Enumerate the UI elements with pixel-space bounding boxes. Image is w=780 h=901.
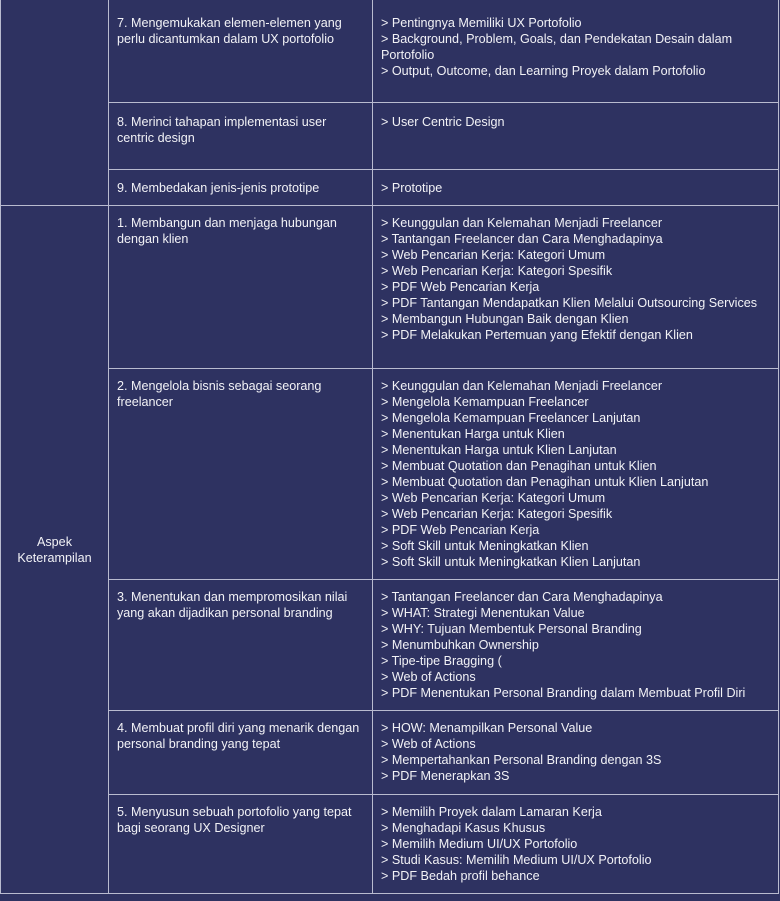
topics-cell <box>373 0 779 103</box>
topics-cell <box>373 795 779 894</box>
competency-cell: 1. Membangun dan menjaga hubungan dengan klien <box>109 206 373 369</box>
table-row <box>1 711 779 795</box>
competency-cell: 4. Membuat profil diri yang menarik dengan personal branding yang tepat <box>109 711 373 795</box>
topic-item: > Keunggulan dan Kelemahan Menjadi Freelancer <box>381 216 663 230</box>
topic-item: > Tantangan Freelancer dan Cara Menghadapinya <box>381 232 663 246</box>
topic-item: > Membuat Quotation dan Penagihan untuk Klien Lanjutan <box>381 475 709 489</box>
competency-cell: 5. Menyusun sebuah portofolio yang tepat bagi seorang UX Designer <box>109 795 373 894</box>
topic-item: > Menentukan Harga untuk Klien Lanjutan <box>381 443 617 457</box>
topic-item: > Menghadapi Kasus Khusus <box>381 821 546 835</box>
topic-item: > Web Pencarian Kerja: Kategori Spesifik <box>381 507 613 521</box>
topic-item: > PDF Web Pencarian Kerja <box>381 280 540 294</box>
topic-item: > Mengelola Kemampuan Freelancer <box>381 395 589 409</box>
topic-item: > Menumbuhkan Ownership <box>381 638 539 652</box>
competency-cell: 9. Membedakan jenis-jenis prototipe <box>109 170 373 206</box>
table-row <box>1 206 779 369</box>
topic-item: > Web Pencarian Kerja: Kategori Spesifik <box>381 264 613 278</box>
topic-item: > Output, Outcome, dan Learning Proyek dalam Portofolio <box>381 64 706 78</box>
topic-item: > Web Pencarian Kerja: Kategori Umum <box>381 248 606 262</box>
topic-item: > Prototipe <box>381 181 443 195</box>
topic-item: > PDF Menentukan Personal Branding dalam Membuat Profil Diri <box>381 686 746 700</box>
curriculum-table-body <box>1 0 779 894</box>
topic-item: > Web of Actions <box>381 670 476 684</box>
topic-item: > Tipe-tipe Bragging ( <box>381 654 502 668</box>
topic-item: > Memilih Proyek dalam Lamaran Kerja <box>381 805 602 819</box>
table-row <box>1 795 779 894</box>
topic-item: > User Centric Design <box>381 115 505 129</box>
topic-item: > Studi Kasus: Memilih Medium UI/UX Portofolio <box>381 853 652 867</box>
topic-item: > Menentukan Harga untuk Klien <box>381 427 565 441</box>
topic-item: > Web Pencarian Kerja: Kategori Umum <box>381 491 606 505</box>
topic-item: > HOW: Menampilkan Personal Value <box>381 721 593 735</box>
topics-cell <box>373 711 779 795</box>
topic-item: > Background, Problem, Goals, dan Pendekatan Desain dalam Portofolio <box>381 32 733 62</box>
topic-item: > Membuat Quotation dan Penagihan untuk Klien <box>381 459 657 473</box>
competency-cell: 3. Menentukan dan mempromosikan nilai yang akan dijadikan personal branding <box>109 580 373 711</box>
table-row <box>1 580 779 711</box>
topic-item: > Mempertahankan Personal Branding dengan 3S <box>381 753 662 767</box>
topic-item: > Web of Actions <box>381 737 476 751</box>
topic-item: > Membangun Hubungan Baik dengan Klien <box>381 312 629 326</box>
topic-item: > Soft Skill untuk Meningkatkan Klien Lanjutan <box>381 555 641 569</box>
competency-cell: 8. Merinci tahapan implementasi user centric design <box>109 103 373 170</box>
competency-cell: 7. Mengemukakan elemen-elemen yang perlu dicantumkan dalam UX portofolio <box>109 0 373 103</box>
topics-cell <box>373 170 779 206</box>
table-row <box>1 170 779 206</box>
topics-cell <box>373 206 779 369</box>
table-row <box>1 0 779 103</box>
topic-item: > Pentingnya Memiliki UX Portofolio <box>381 16 582 30</box>
topic-item: > Tantangan Freelancer dan Cara Menghadapinya <box>381 590 663 604</box>
competency-cell: 2. Mengelola bisnis sebagai seorang freelancer <box>109 369 373 580</box>
topics-cell <box>373 369 779 580</box>
topic-item: > Soft Skill untuk Meningkatkan Klien <box>381 539 589 553</box>
aspect-cell <box>1 0 109 206</box>
topics-cell <box>373 580 779 711</box>
topic-item: > PDF Web Pencarian Kerja <box>381 523 540 537</box>
topic-item: > PDF Tantangan Mendapatkan Klien Melalui Outsourcing Services <box>381 296 758 310</box>
table-row <box>1 103 779 170</box>
topic-item: > Memilih Medium UI/UX Portofolio <box>381 837 578 851</box>
aspect-cell: Aspek Keterampilan <box>1 206 109 894</box>
topics-cell <box>373 103 779 170</box>
topic-item: > PDF Melakukan Pertemuan yang Efektif dengan Klien <box>381 328 693 342</box>
table-row <box>1 369 779 580</box>
topic-item: > WHAT: Strategi Menentukan Value <box>381 606 585 620</box>
topic-item: > PDF Bedah profil behance <box>381 869 540 883</box>
topic-item: > PDF Menerapkan 3S <box>381 769 510 783</box>
topic-item: > Keunggulan dan Kelemahan Menjadi Freelancer <box>381 379 663 393</box>
topic-item: > WHY: Tujuan Membentuk Personal Branding <box>381 622 642 636</box>
topic-item: > Mengelola Kemampuan Freelancer Lanjutan <box>381 411 641 425</box>
